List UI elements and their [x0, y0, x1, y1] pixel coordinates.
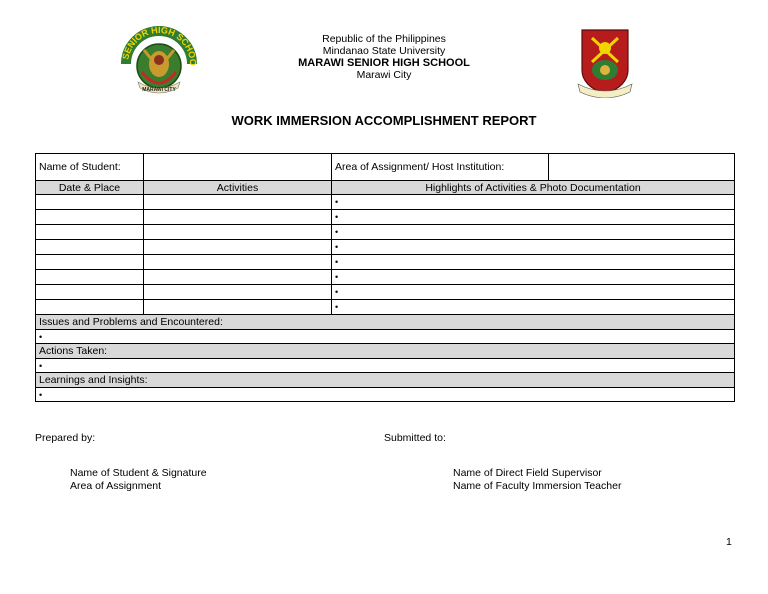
student-name-label: Name of Student:	[36, 154, 144, 181]
bullet-icon: •	[335, 242, 339, 252]
date-place-cell[interactable]	[36, 240, 144, 255]
highlights-cell[interactable]	[332, 225, 735, 240]
marawi-city-seal-icon	[574, 26, 636, 98]
learnings-entry-field[interactable]	[36, 388, 735, 402]
bullet-icon: •	[335, 212, 339, 222]
bullet-icon: •	[335, 197, 339, 207]
accomplishment-report-table	[35, 153, 735, 402]
prepared-by-label: Prepared by:	[35, 432, 96, 444]
date-place-cell[interactable]	[36, 300, 144, 315]
highlights-cell[interactable]	[332, 300, 735, 315]
header-line-university: Mindanao State University	[322, 45, 446, 57]
date-place-cell[interactable]	[36, 195, 144, 210]
bullet-icon: •	[39, 360, 43, 371]
highlights-cell[interactable]	[332, 240, 735, 255]
highlights-cell[interactable]	[332, 270, 735, 285]
table-row	[36, 195, 735, 210]
bullet-icon: •	[335, 302, 339, 312]
col-header-highlights: Highlights of Activities & Photo Documentation	[332, 181, 735, 195]
learnings-section-label: Learnings and Insights:	[36, 373, 735, 388]
bullet-icon: •	[39, 331, 43, 342]
highlights-cell[interactable]	[332, 195, 735, 210]
document-header	[0, 33, 768, 81]
left-logo-text-top: SENIOR HIGH SCHOO	[120, 24, 199, 67]
activities-cell[interactable]	[144, 210, 332, 225]
student-name-field[interactable]	[144, 154, 332, 181]
date-place-cell[interactable]	[36, 270, 144, 285]
table-row	[36, 270, 735, 285]
actions-section-label: Actions Taken:	[36, 344, 735, 359]
field-supervisor-label: Name of Direct Field Supervisor	[453, 467, 602, 479]
table-row	[36, 285, 735, 300]
activities-cell[interactable]	[144, 240, 332, 255]
activities-cell[interactable]	[144, 270, 332, 285]
bullet-icon: •	[39, 389, 43, 400]
table-row	[36, 240, 735, 255]
area-assignment-field[interactable]	[549, 154, 735, 181]
header-line-city: Marawi City	[356, 69, 412, 81]
report-title: WORK IMMERSION ACCOMPLISHMENT REPORT	[231, 113, 537, 128]
area-assignment-label: Area of Assignment/ Host Institution:	[332, 154, 549, 181]
date-place-cell[interactable]	[36, 285, 144, 300]
activities-cell[interactable]	[144, 285, 332, 300]
date-place-cell[interactable]	[36, 255, 144, 270]
highlights-cell[interactable]	[332, 210, 735, 225]
issues-entry-field[interactable]	[36, 330, 735, 344]
activities-cell[interactable]	[144, 255, 332, 270]
table-row	[36, 210, 735, 225]
date-place-cell[interactable]	[36, 225, 144, 240]
table-row	[36, 300, 735, 315]
col-header-activities: Activities	[144, 181, 332, 195]
header-line-school: MARAWI SENIOR HIGH SCHOOL	[298, 57, 470, 69]
table-row	[36, 225, 735, 240]
table-row	[36, 255, 735, 270]
col-header-date-place: Date & Place	[36, 181, 144, 195]
activities-cell[interactable]	[144, 300, 332, 315]
activities-cell[interactable]	[144, 225, 332, 240]
page-number: 1	[726, 536, 732, 548]
bullet-icon: •	[335, 257, 339, 267]
bullet-icon: •	[335, 272, 339, 282]
bullet-icon: •	[335, 227, 339, 237]
left-logo-text-bottom: MARAWI CITY	[142, 87, 176, 93]
faculty-teacher-label: Name of Faculty Immersion Teacher	[453, 480, 622, 492]
submitted-to-label: Submitted to:	[384, 432, 446, 444]
date-place-cell[interactable]	[36, 210, 144, 225]
issues-section-label: Issues and Problems and Encountered:	[36, 315, 735, 330]
bullet-icon: •	[335, 287, 339, 297]
student-signature-label: Name of Student & Signature	[70, 467, 207, 479]
actions-entry-field[interactable]	[36, 359, 735, 373]
activities-cell[interactable]	[144, 195, 332, 210]
highlights-cell[interactable]	[332, 285, 735, 300]
highlights-cell[interactable]	[332, 255, 735, 270]
header-line-republic: Republic of the Philippines	[322, 33, 446, 45]
area-of-assignment-label: Area of Assignment	[70, 480, 162, 492]
